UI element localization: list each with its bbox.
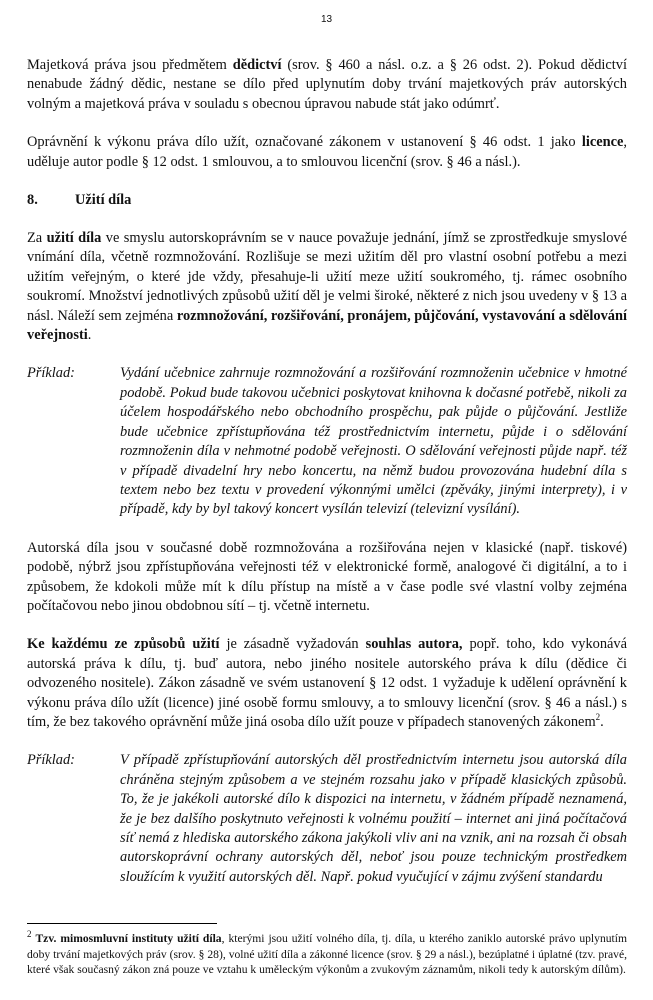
text: (srov. § 460 a násl. o.z. a § 26 odst. 2). Pokud dědictví nenabude žádný dědic, nestane se dílo před uplynutím doby trvání majetkových práv autorských volným a majetková práva v souladu s obecnou úpravou nabude stát jako odúmrť. [27, 57, 627, 112]
section-title: Užití díla [75, 192, 132, 209]
paragraph-inheritance [27, 56, 627, 114]
text: . [600, 713, 604, 730]
term-licence: licence [581, 134, 624, 151]
paragraph-use-of-work [27, 229, 627, 345]
term-dedictvi: dědictví [232, 57, 282, 73]
paragraph-licence [27, 133, 627, 172]
text: Majetková práva jsou předmětem [27, 57, 233, 73]
text: Oprávnění k výkonu práva dílo užít, označované zákonem v ustanovení § 46 odst. 1 jako [27, 134, 582, 151]
page-number: 13 [320, 14, 333, 25]
text: ve smyslu autorskoprávním se v nauce považuje jednání, jímž se zprostředkuje smyslové vnímání díla, včetně rozmnožování. Rozlišuje se mezi užitím děl pro vlastní osobní potřebu a mezi užitím veřejným, o které jde vždy, přesahuje-li užití meze užití soukromého, tj. rámec osobního soukromí. Množství jednotlivých způsobů užití děl je velmi široké, některé z nich jsou uvedeny v § 13 a násl. Náleží sem zejména [27, 230, 627, 324]
document-body [27, 56, 627, 906]
footnote-text: , kterými jsou užití volného díla, tj. díla, u kterého zaniklo autorské právo uplynutím doby trvání majetkových práv (srov. § 28), volné užití díla a zákonné licence (srov. § 29 a násl.), bezúplatné i úplatné (tzv. pravé, které však současný zákon zná pouze ve vztahu k uměleckým výkonům a zvukovým záznamům, nikoli tedy k autorským dílům). [27, 932, 628, 976]
footnote-separator [27, 923, 217, 924]
example-label: Příklad: [27, 752, 75, 769]
example-block-1 [27, 364, 627, 519]
text: je zásadně vyžadován [219, 636, 366, 653]
example-label: Příklad: [27, 365, 75, 382]
footnote-ref[interactable]: 2 [595, 712, 601, 723]
section-number: 8. [27, 192, 38, 209]
text: . [87, 327, 92, 344]
footnote-marker: 2 [27, 929, 32, 940]
text: , uděluje autor podle § 12 odst. 1 smlouvou, a to smlouvou licenční (srov. § 46 a násl.). [27, 134, 627, 170]
example-text: V případě zpřístupňování autorských děl prostřednictvím internetu jsou autorská díla chráněna stejným způsobem a ve stejném rozsahu jako v případě klasických způsobů. To, že je jakékoli autorské dílo k dispozici na internetu, v žádném případě neznamená, že je bez dalšího poskytnuto veřejnosti k volnému použití – internet ani jiná počítačová síť nemá z hlediska autorského zákona jakýkoli vliv ani na vznik, ani na rozsah či obsah autorskoprávní ochrany autorských děl, neboť jsou pouze technickým prostředkem sloužícím k využití autorských děl. Např. pokud vyučující v zájmu zvýšení standardu [120, 752, 627, 885]
example-text: Vydání učebnice zahrnuje rozmnožování a rozšiřování rozmnoženin učebnice v hmotné podobě. Pokud bude takovou učebnici poskytovat knihovna k dočasné potřebě, nikoli za účelem hospodářského nebo obchodního prospěchu, pak půjde o půjčování. Jestliže bude učebnice zpřístupňována též prostřednictvím internetu, půjde i o sdělování rozmnoženin díla v nehmotné podobě veřejnosti. O sdělování veřejnosti půjde např. též v případě divadelní hry nebo koncertu, na němž budou provozována hudební díla s textem nebo bez textu v provedení výkonnými umělci (zpěváky, jinými interprety), i v případě, kdy by byl takový koncert vysílán televizí (televizní vysílání). [120, 365, 627, 518]
term-consent: souhlas autora, [365, 636, 463, 653]
footnote [27, 931, 627, 978]
term-list: rozmnožování, rozšiřování, pronájem, půjčování, vystavování a sdělování veřejnosti [27, 307, 627, 344]
paragraph-consent [27, 635, 627, 732]
example-block-2 [27, 751, 627, 887]
text: popř. toho, kdo vykonává autorská práva k dílu, tj. buď autora, nebo jiného nositele autorského práva k dílu (dědice či odvozeného nositele). Zákon zásadně ve svém ustanovení § 12 odst. 1 vyžaduje k udělení oprávnění k výkonu práva dílo užít (licence) jiné osobě formu smlouvy, a to smlouvy licenční (srov. § 46 a násl.) s tím, že bez takového oprávnění může jiná osoba dílo užít pouze v případech stanovených zákonem [27, 636, 628, 730]
term-each-use: Ke každému ze způsobů užití [27, 636, 220, 653]
paragraph-electronic: Autorská díla jsou v současné době rozmnožována a rozšiřována nejen v klasické (např. tiskové) podobě, nýbrž jsou zpřístupňována veřejnosti též v elektronické formě, analogové či digitální, a to i způsobem, že kdokoli může mít k dílu přístup na místě a v čase podle své vlastní volby zejména počítačovou nebo jinou obdobnou sítí – tj. včetně internetu. [27, 539, 627, 614]
term-uziti-dila: užití díla [46, 230, 102, 247]
text: Za [27, 230, 47, 247]
section-heading [27, 191, 627, 210]
footnote-term: Tzv. mimosmluvní instituty užití díla [35, 932, 222, 945]
